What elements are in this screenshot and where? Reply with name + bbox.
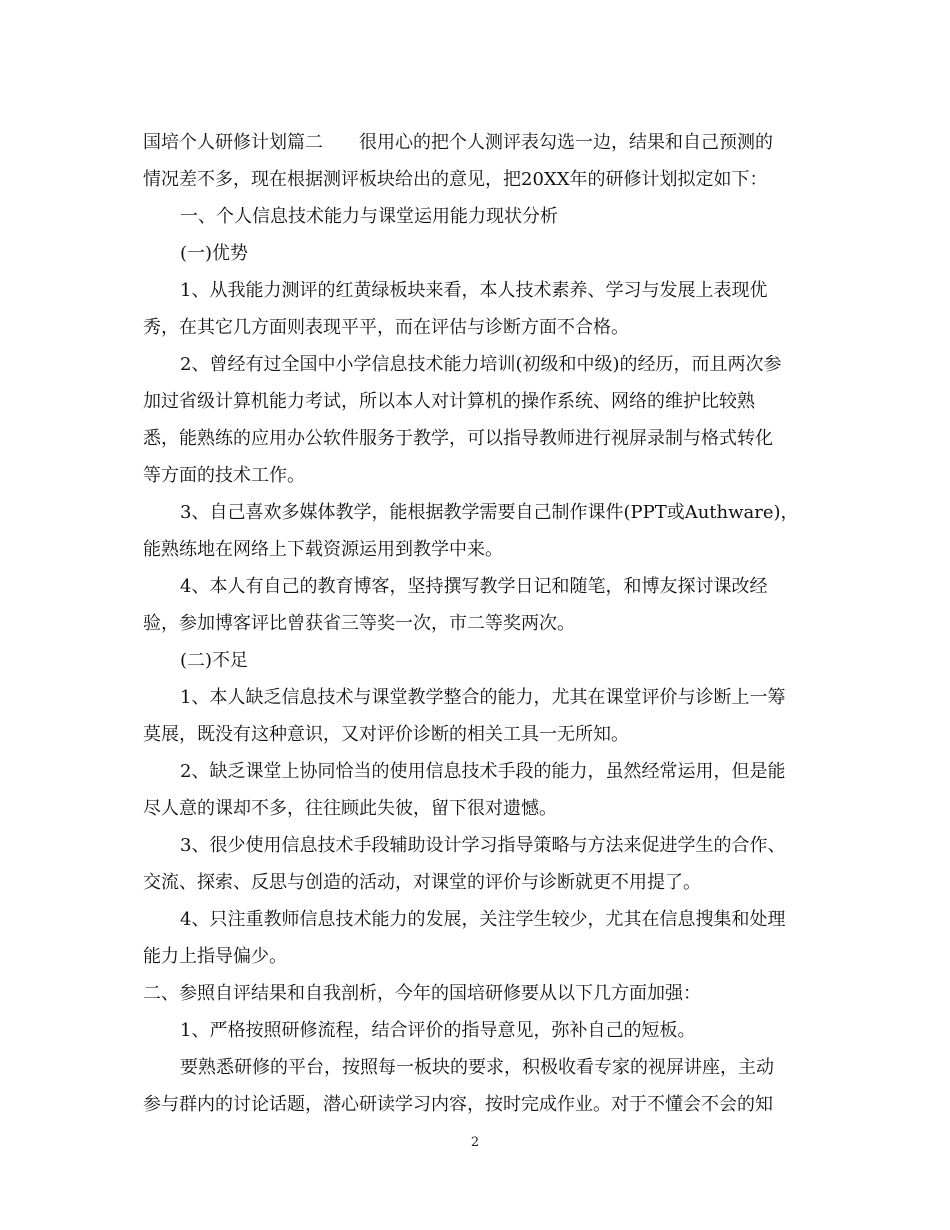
text-line-9: 悉，能熟练的应用办公软件服务于教学，可以指导教师进行视屏录制与格式转化	[143, 428, 773, 449]
text-line-12: 能熟练地在网络上下载资源运用到教学中来。	[143, 539, 503, 560]
text-line-2: 情况差不多，现在根据测评板块给出的意见，把20XX年的研修计划拟定如下：	[143, 169, 768, 190]
text-line-19: 尽人意的课却不多，往往顾此失彼，留下很对遗憾。	[143, 798, 557, 819]
text-line-25: 1、严格按照研修流程，结合评价的指导意见，弥补自己的短板。	[180, 1020, 696, 1041]
text-line-7: 2、曾经有过全国中小学信息技术能力培训(初级和中级)的经历，而且两次参	[180, 354, 782, 375]
text-line-1	[143, 131, 773, 155]
text-line-10: 等方面的技术工作。	[143, 465, 305, 486]
text-line-8: 加过省级计算机能力考试，所以本人对计算机的操作系统、网络的维护比较熟	[143, 391, 755, 412]
paragraph-text: 很用心的把个人测评表勾选一边，结果和自己预测的	[359, 132, 773, 153]
section-heading-1: 一、个人信息技术能力与课堂运用能力现状分析	[180, 206, 558, 227]
text-line-16: 1、本人缺乏信息技术与课堂教学整合的能力，尤其在课堂评价与诊断上一筹	[180, 687, 786, 708]
text-line-27: 参与群内的讨论话题，潜心研读学习内容，按时完成作业。对于不懂会不会的知	[143, 1094, 773, 1115]
document-title: 国培个人研修计划篇二	[143, 132, 323, 153]
text-line-26: 要熟悉研修的平台，按照每一板块的要求，积极收看专家的视屏讲座，主动	[180, 1057, 774, 1078]
text-line-23: 能力上指导偏少。	[143, 946, 287, 967]
text-line-18: 2、缺乏课堂上协同恰当的使用信息技术手段的能力，虽然经常运用，但是能	[180, 761, 786, 782]
text-line-22: 4、只注重教师信息技术能力的发展，关注学生较少，尤其在信息搜集和处理	[180, 909, 786, 930]
text-line-5: 1、从我能力测评的红黄绿板块来看，本人技术素养、学习与发展上表现优	[180, 280, 768, 301]
subsection-heading-weaknesses: (二)不足	[180, 650, 249, 671]
text-line-14: 验，参加博客评比曾获省三等奖一次，市二等奖两次。	[143, 613, 575, 634]
text-line-13: 4、本人有自己的教育博客，坚持撰写教学日记和随笔，和博友探讨课改经	[180, 576, 768, 597]
page-number: 2	[470, 1135, 480, 1150]
section-heading-2: 二、参照自评结果和自我剖析，今年的国培研修要从以下几方面加强：	[143, 983, 701, 1004]
text-line-17: 莫展，既没有这种意识，又对评价诊断的相关工具一无所知。	[143, 724, 629, 745]
text-line-20: 3、很少使用信息技术手段辅助设计学习指导策略与方法来促进学生的合作、	[180, 835, 786, 856]
text-line-11: 3、自己喜欢多媒体教学，能根据教学需要自己制作课件(PPT或Authware)，	[180, 502, 799, 523]
text-line-6: 秀，在其它几方面则表现平平，而在评估与诊断方面不合格。	[143, 317, 629, 338]
subsection-heading-strengths: (一)优势	[180, 243, 249, 264]
text-line-21: 交流、探索、反思与创造的活动，对课堂的评价与诊断就更不用提了。	[143, 872, 701, 893]
